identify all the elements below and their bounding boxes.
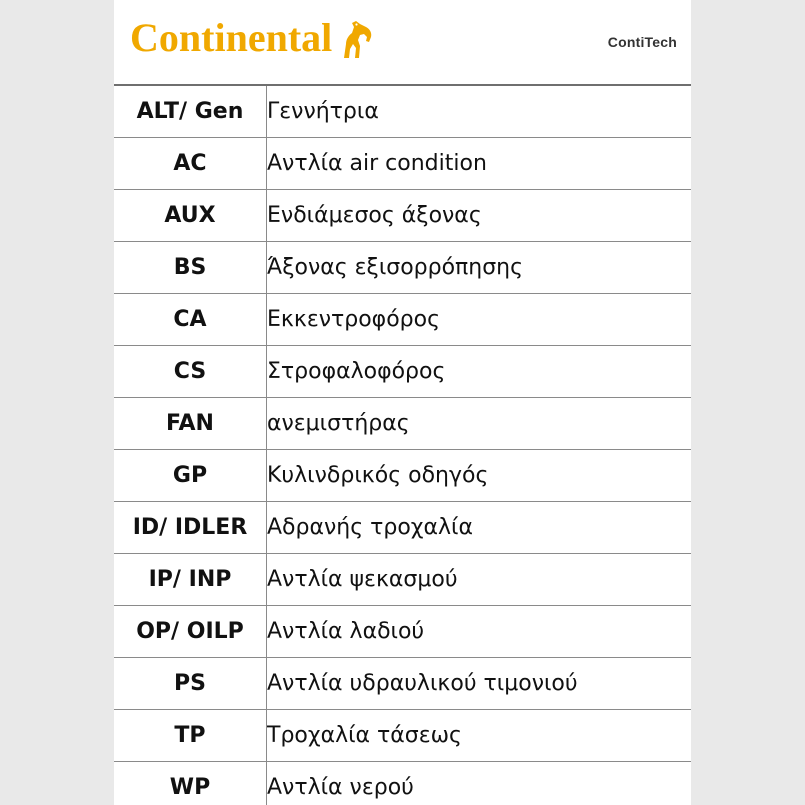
code-cell: OP/ OILP	[114, 606, 267, 658]
description-cell: Κυλινδρικός οδηγός	[267, 450, 692, 502]
description-cell: Ενδιάμεσος άξονας	[267, 190, 692, 242]
datasheet	[114, 0, 691, 805]
code-cell: BS	[114, 242, 267, 294]
description-cell: Γεννήτρια	[267, 86, 692, 138]
description-cell: Στροφαλοφόρος	[267, 346, 692, 398]
right-background-band	[691, 0, 805, 805]
code-cell: ALT/ Gen	[114, 86, 267, 138]
code-cell: CA	[114, 294, 267, 346]
description-cell: Αντλία air condition	[267, 138, 692, 190]
abbreviation-table	[114, 86, 691, 805]
table-row	[114, 450, 691, 502]
code-cell: AUX	[114, 190, 267, 242]
table-row	[114, 398, 691, 450]
code-cell: TP	[114, 710, 267, 762]
table-row	[114, 658, 691, 710]
table-row	[114, 294, 691, 346]
code-cell: CS	[114, 346, 267, 398]
description-cell: Άξονας εξισορρόπησης	[267, 242, 692, 294]
brand-name: Continental	[130, 15, 333, 60]
description-cell: Αντλία λαδιού	[267, 606, 692, 658]
code-cell: FAN	[114, 398, 267, 450]
description-cell: Αντλία υδραυλικού τιμονιού	[267, 658, 692, 710]
table-row	[114, 242, 691, 294]
table-row	[114, 502, 691, 554]
table-row	[114, 762, 691, 805]
code-cell: ID/ IDLER	[114, 502, 267, 554]
description-cell: Αντλία ψεκασμού	[267, 554, 692, 606]
description-cell: Αντλία νερού	[267, 775, 414, 800]
horse-logo-icon	[336, 18, 376, 67]
continental-logo	[130, 16, 376, 67]
table-row	[114, 86, 691, 138]
table-row	[114, 554, 691, 606]
description-cell: Αδρανής τροχαλία	[267, 502, 692, 554]
description-cell: Εκκεντροφόρος	[267, 294, 692, 346]
code-cell: IP/ INP	[114, 554, 267, 606]
description-cell: ανεμιστήρας	[267, 398, 692, 450]
table-row	[114, 710, 691, 762]
code-cell: PS	[114, 658, 267, 710]
table-row	[114, 190, 691, 242]
code-cell: AC	[114, 138, 267, 190]
left-background-band	[0, 0, 114, 805]
table-row	[114, 346, 691, 398]
sub-brand-label: ContiTech	[607, 34, 677, 50]
table-row	[114, 138, 691, 190]
description-cell: Τροχαλία τάσεως	[267, 710, 692, 762]
code-cell: GP	[114, 450, 267, 502]
table-row	[114, 606, 691, 658]
code-cell: WP	[114, 762, 267, 805]
brand-header	[114, 0, 691, 86]
